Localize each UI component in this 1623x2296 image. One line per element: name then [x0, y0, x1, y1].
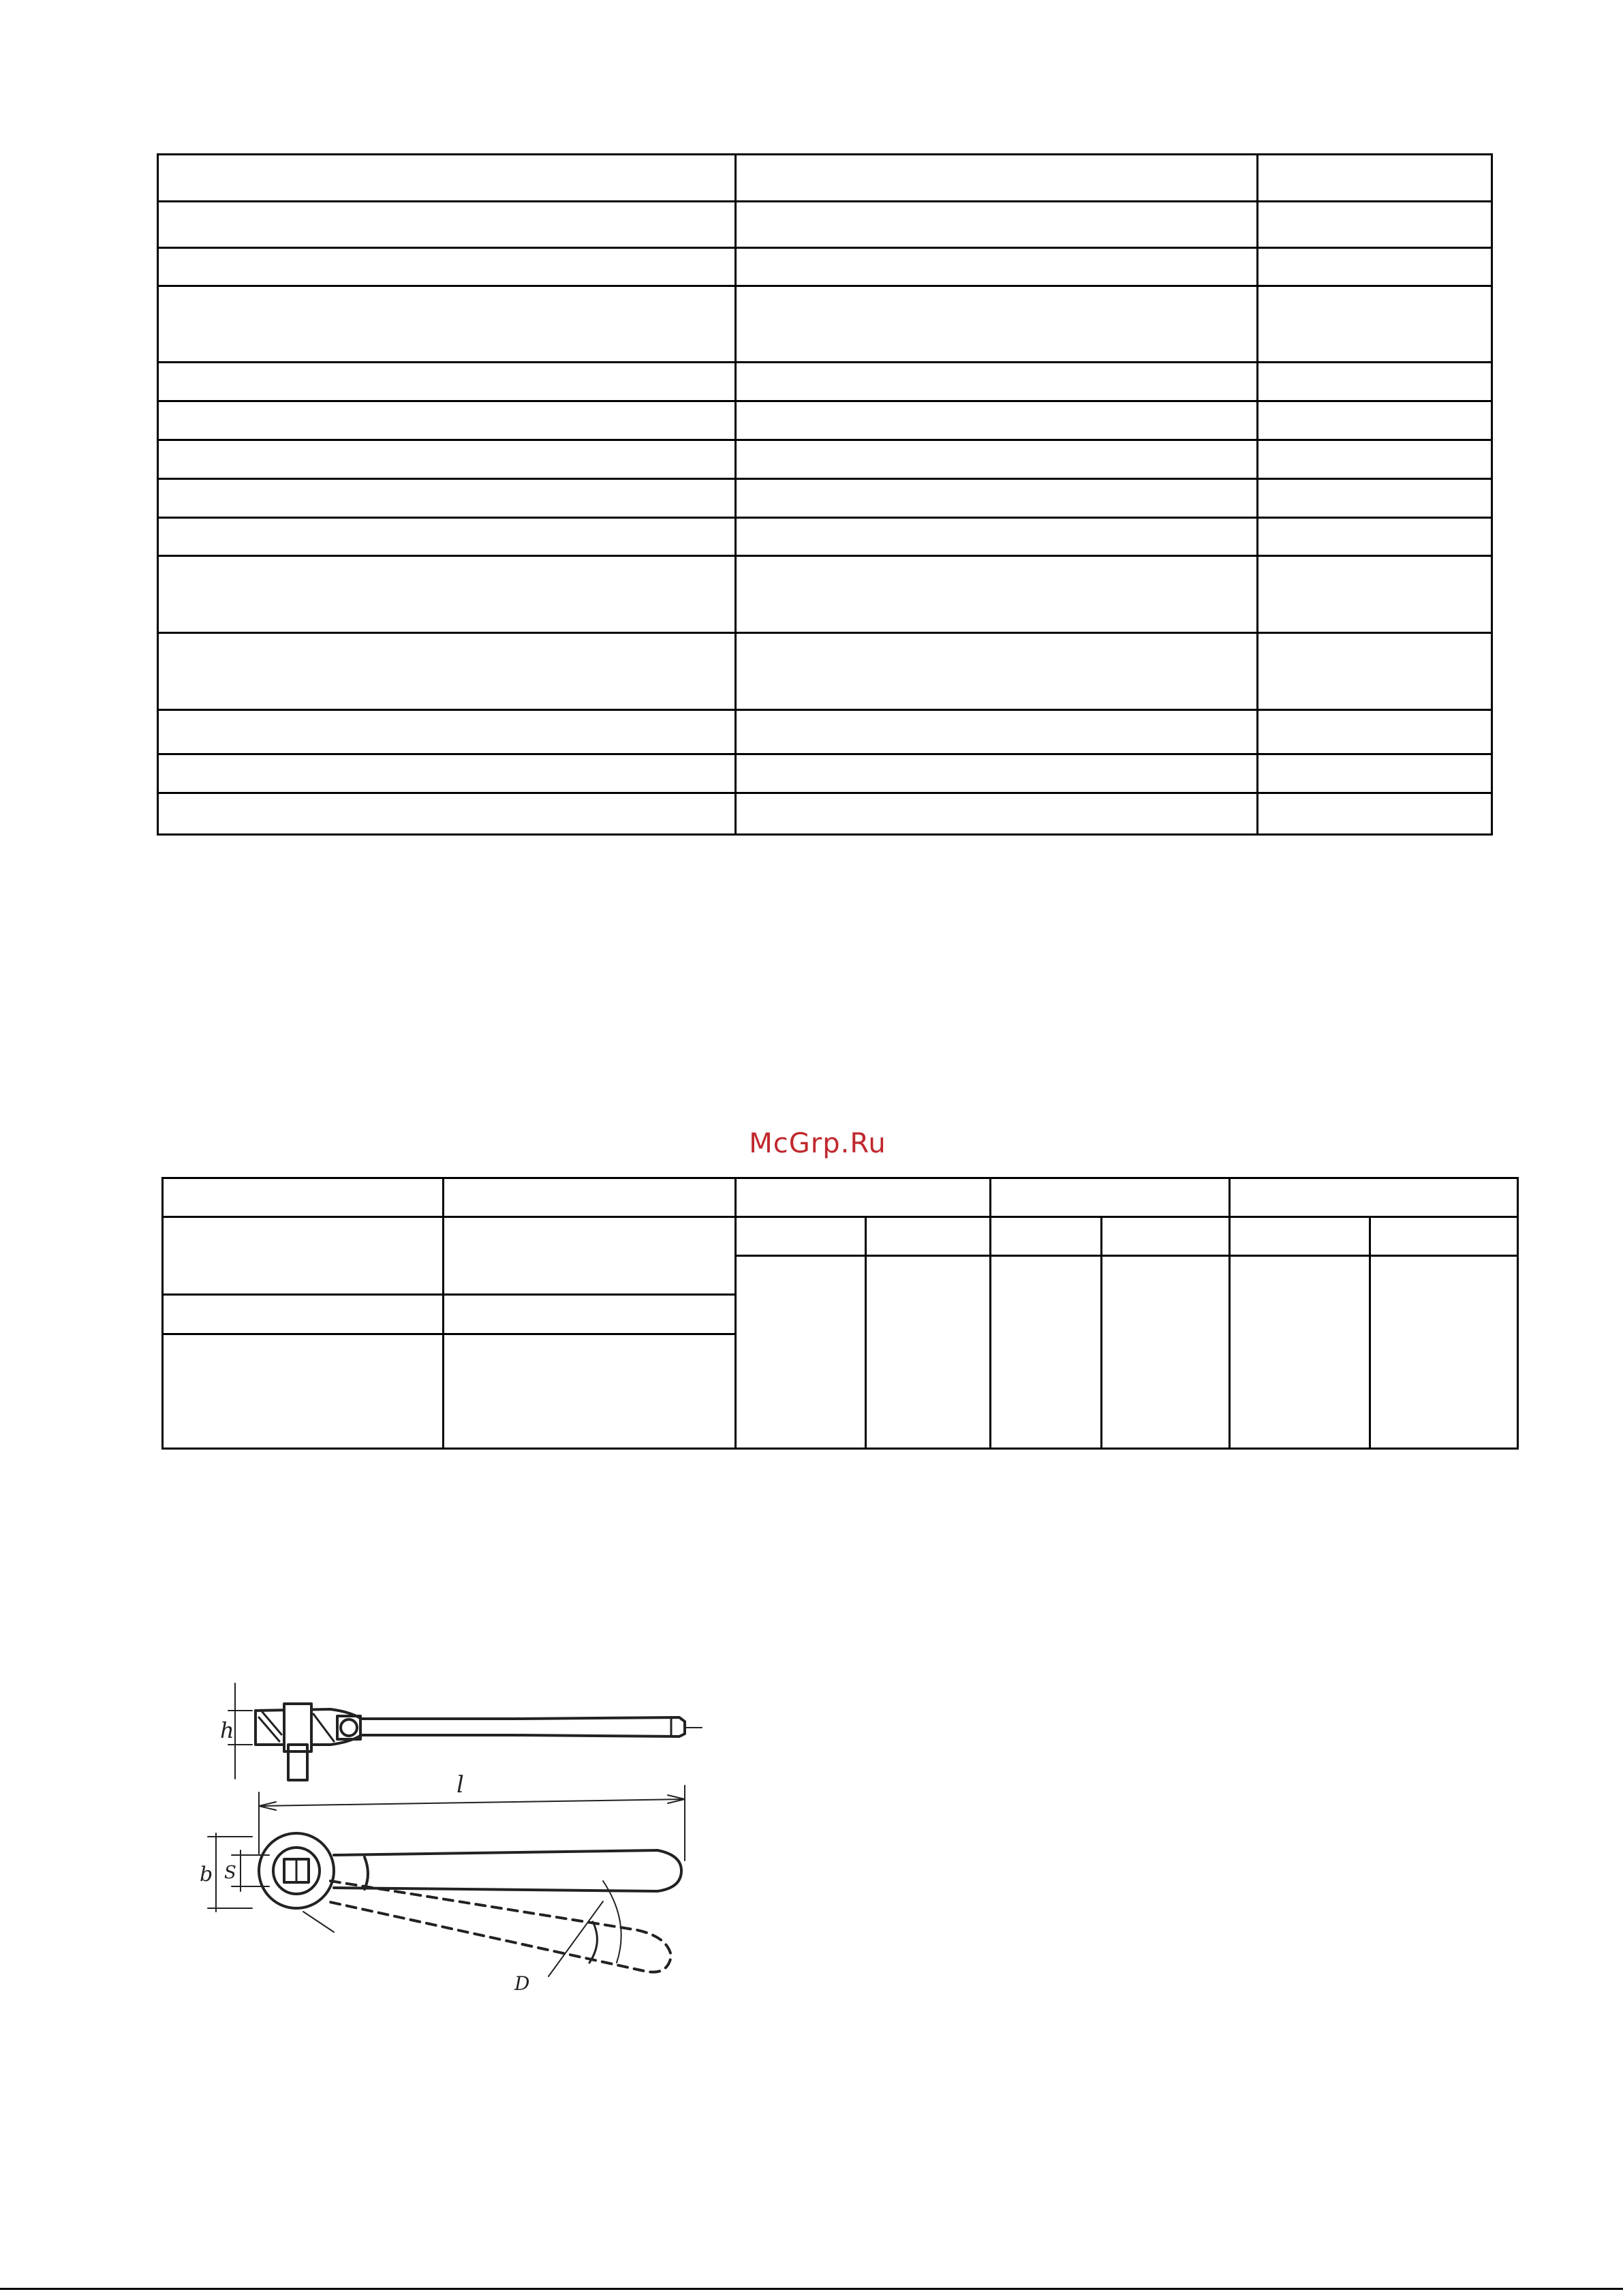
table-cell	[1258, 155, 1492, 202]
table-cell	[158, 793, 736, 835]
table-cell	[1258, 754, 1492, 793]
ratchet-wrench-drawing	[194, 1677, 719, 2031]
table-cell	[163, 1295, 444, 1334]
table-row	[158, 710, 1492, 754]
table-cell	[1258, 202, 1492, 248]
table-cell	[158, 556, 736, 633]
table-cell	[736, 440, 1258, 479]
table-cell	[736, 710, 1258, 754]
table-cell	[1258, 556, 1492, 633]
table-row	[158, 754, 1492, 793]
table-value-cell	[866, 1256, 991, 1449]
table-cell	[444, 1295, 736, 1334]
table-subheader-cell	[736, 1217, 866, 1256]
table-cell	[736, 155, 1258, 202]
table-subheader-cell	[1230, 1217, 1370, 1256]
table-value-cell	[1102, 1256, 1230, 1449]
table-cell	[736, 248, 1258, 286]
table-cell	[158, 286, 736, 363]
table-cell	[158, 479, 736, 518]
table-cell	[1258, 401, 1492, 440]
watermark-text: McGrp.Ru	[749, 1128, 886, 1159]
table-row	[158, 286, 1492, 363]
table-subheader-row	[163, 1217, 1518, 1256]
table-cell	[158, 401, 736, 440]
table-cell	[158, 518, 736, 556]
specification-table	[157, 153, 1493, 836]
wrench-top-view	[259, 1833, 681, 1972]
table-cell	[736, 363, 1258, 401]
table-row	[158, 556, 1492, 633]
table-row	[158, 401, 1492, 440]
table-header-group-cell	[1230, 1178, 1518, 1217]
table-subheader-cell	[866, 1217, 991, 1256]
dimension-l	[259, 1771, 685, 1861]
table-cell	[158, 202, 736, 248]
table-cell	[736, 401, 1258, 440]
table-value-cell	[736, 1256, 866, 1449]
table-cell	[158, 155, 736, 202]
table-row	[158, 155, 1492, 202]
table-cell	[736, 556, 1258, 633]
dimension-label-l: l	[457, 1771, 464, 1798]
table-cell	[158, 754, 736, 793]
table-cell	[158, 440, 736, 479]
table-row	[158, 633, 1492, 710]
table-header-cell	[163, 1178, 444, 1217]
footer-rule	[0, 2288, 1623, 2290]
dimension-label-b: b	[200, 1863, 213, 1886]
table-cell	[1258, 363, 1492, 401]
table-row	[158, 363, 1492, 401]
table-header-group-cell	[991, 1178, 1230, 1217]
table-cell	[158, 633, 736, 710]
table-cell	[736, 286, 1258, 363]
dimension-label-s: S	[224, 1863, 236, 1883]
dimensions-table	[161, 1177, 1519, 1450]
table-row	[158, 202, 1492, 248]
table-row	[158, 518, 1492, 556]
table-cell	[158, 248, 736, 286]
table-cell	[163, 1334, 444, 1449]
table-cell	[736, 633, 1258, 710]
table-row	[158, 440, 1492, 479]
table-header-group-cell	[736, 1178, 991, 1217]
table-value-cell	[1370, 1256, 1518, 1449]
table-cell	[1258, 286, 1492, 363]
dimension-label-d: D	[514, 1972, 530, 1995]
table-cell	[736, 793, 1258, 835]
table-cell	[1258, 440, 1492, 479]
table-cell	[736, 202, 1258, 248]
table-cell	[1258, 633, 1492, 710]
table-row	[158, 248, 1492, 286]
dimension-label-h: h	[220, 1717, 234, 1743]
table-cell	[158, 363, 736, 401]
table-cell	[736, 518, 1258, 556]
table-cell	[163, 1217, 444, 1295]
table-value-cell	[1230, 1256, 1370, 1449]
table-cell	[158, 710, 736, 754]
table-subheader-cell	[1370, 1217, 1518, 1256]
dimension-h	[220, 1683, 252, 1779]
wrench-side-view	[256, 1704, 702, 1780]
table-header-cell	[444, 1178, 736, 1217]
table-row	[158, 793, 1492, 835]
table-cell	[1258, 248, 1492, 286]
table-cell	[444, 1334, 736, 1449]
table-cell	[1258, 710, 1492, 754]
table-cell	[736, 754, 1258, 793]
table-cell	[736, 479, 1258, 518]
table-row	[158, 479, 1492, 518]
angle-annotation	[303, 1881, 621, 1995]
table-cell	[1258, 479, 1492, 518]
table-value-cell	[991, 1256, 1102, 1449]
table-subheader-cell	[1102, 1217, 1230, 1256]
table-cell	[444, 1217, 736, 1295]
table-header-row	[163, 1178, 1518, 1217]
table-subheader-cell	[991, 1217, 1102, 1256]
table-cell	[1258, 793, 1492, 835]
table-cell	[1258, 518, 1492, 556]
